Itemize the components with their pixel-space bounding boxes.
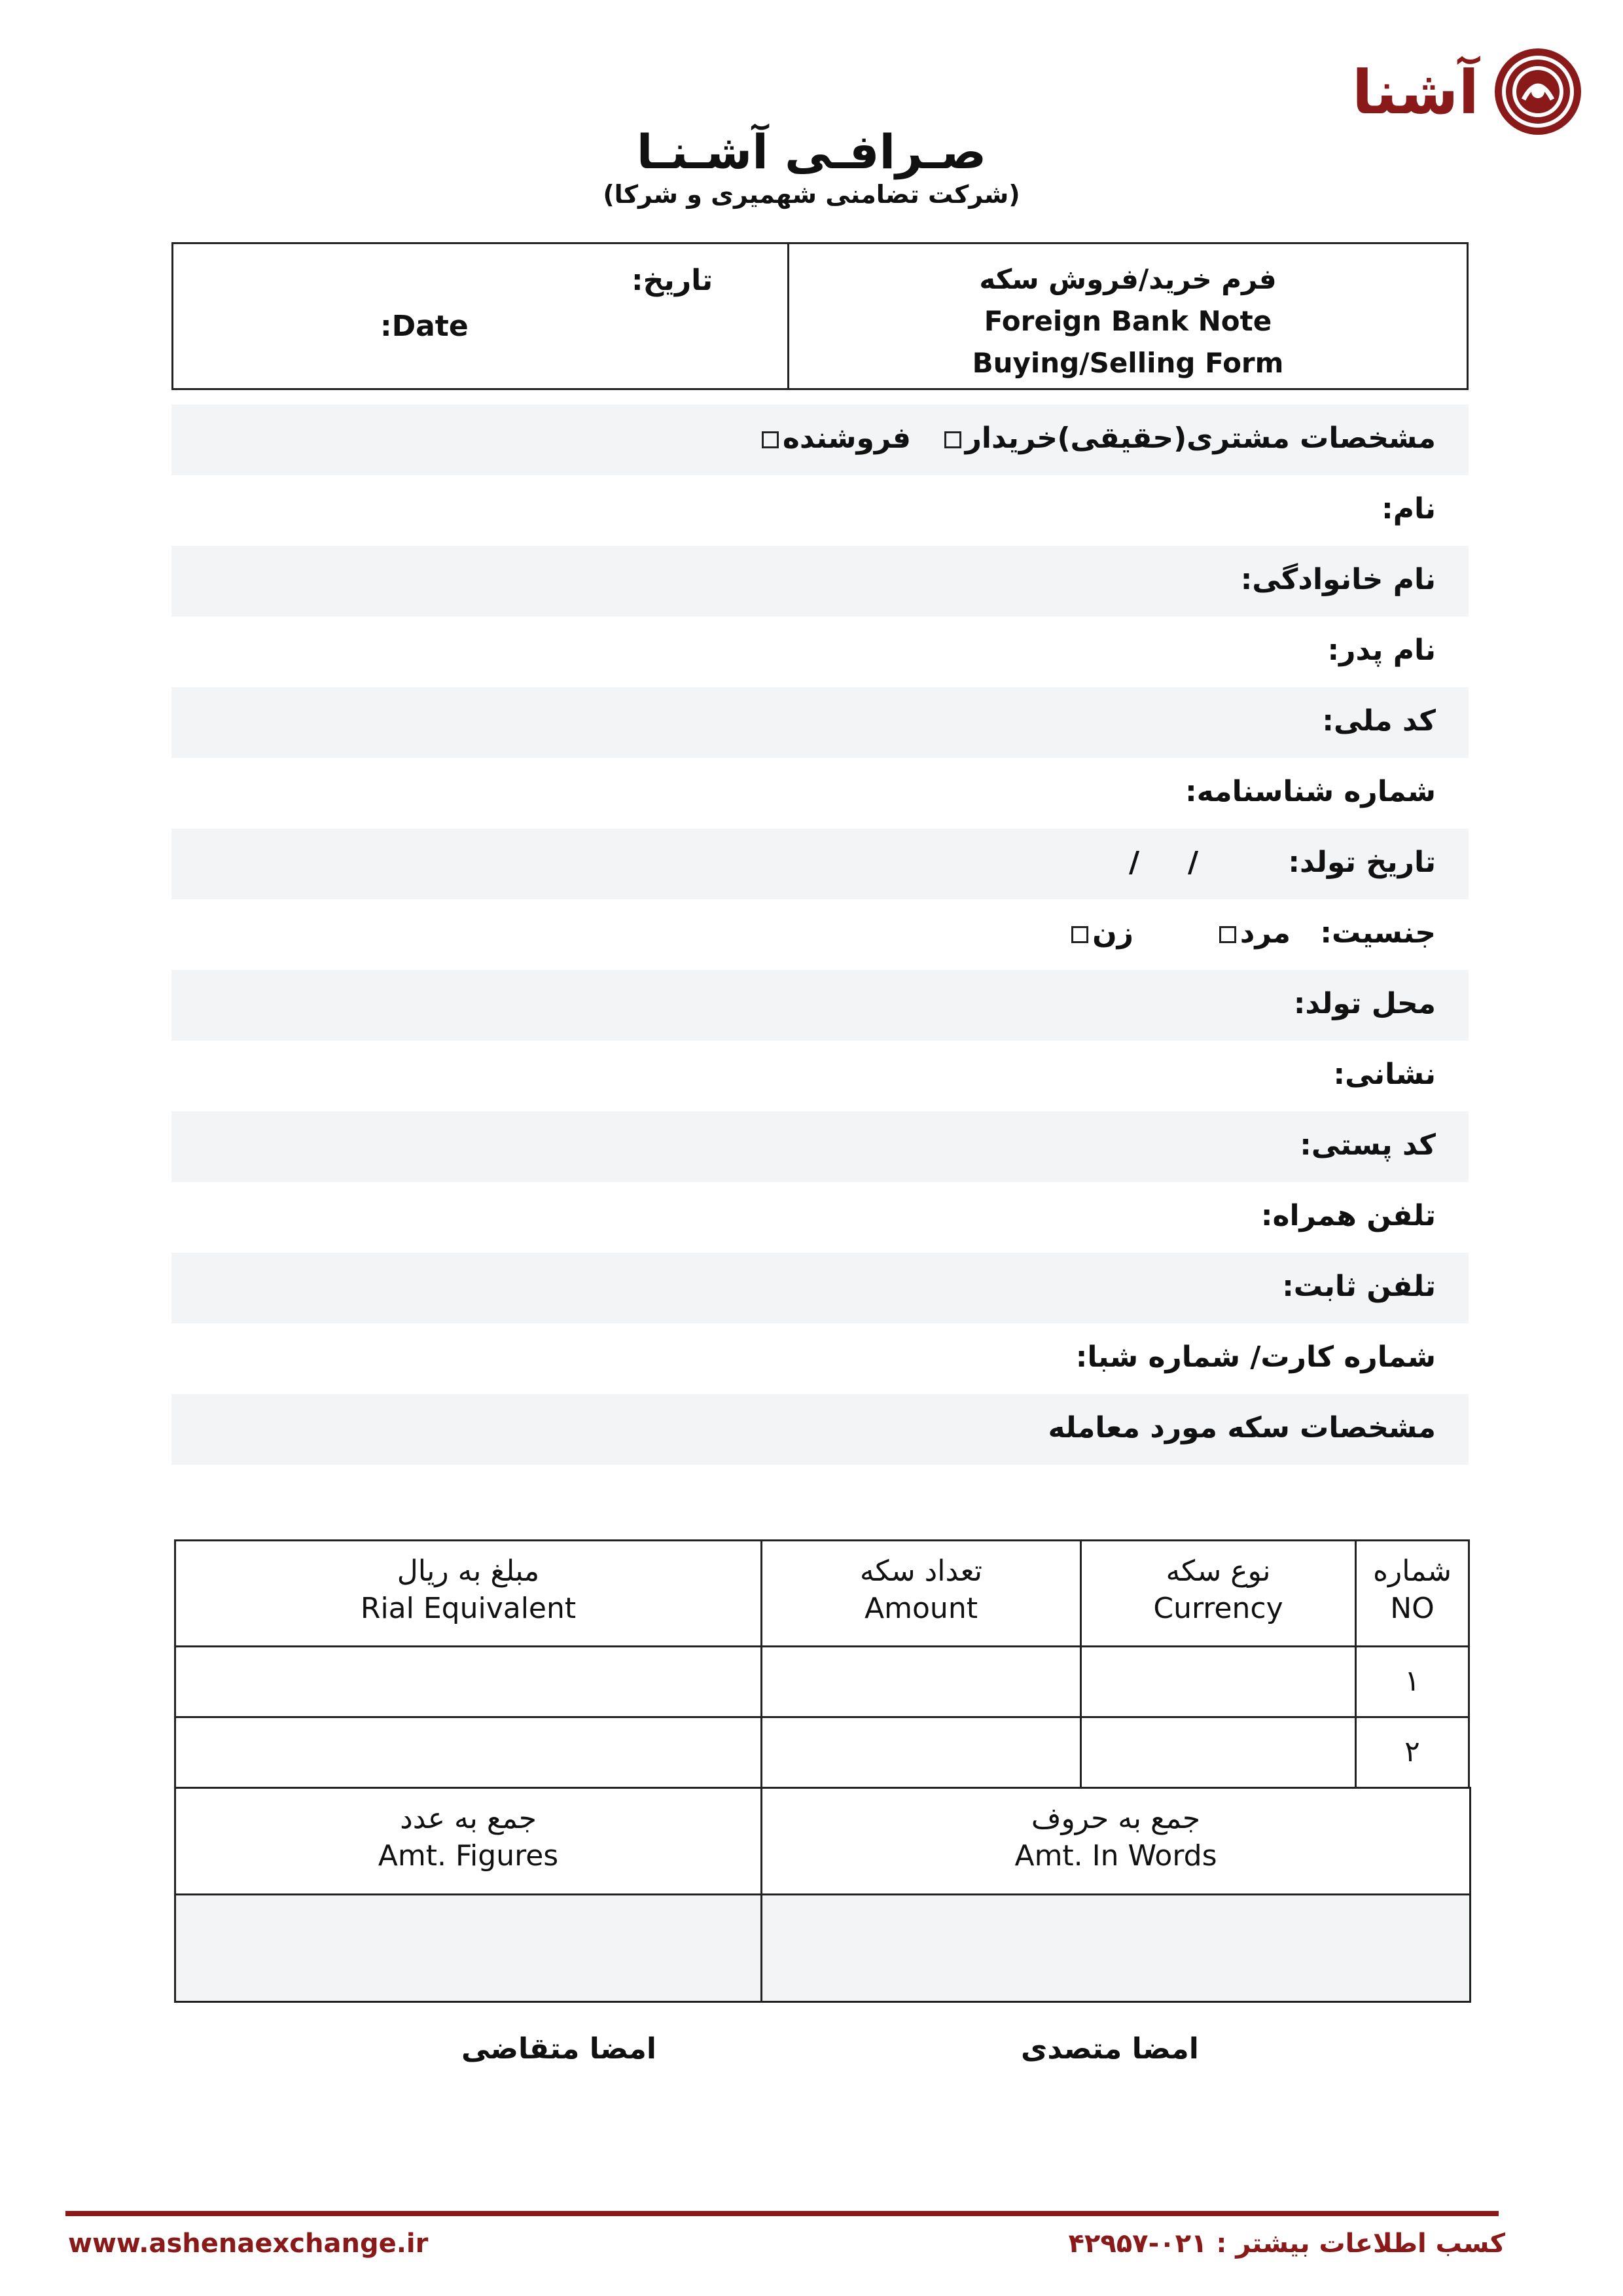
father-label: نام پدر:	[1327, 634, 1436, 667]
form-header-box	[171, 242, 1469, 390]
col-no-fa: شماره	[1372, 1554, 1452, 1588]
logo-wordmark: آشنا	[1351, 58, 1479, 128]
birth-place-row[interactable]	[171, 970, 1469, 1041]
footer-contact-info: کسب اطلاعات بیشتر : ۰۲۱-۴۲۹۵۷	[1068, 2229, 1505, 2259]
card-row[interactable]	[171, 1323, 1469, 1394]
table-row-2-amount[interactable]	[760, 1716, 1082, 1789]
address-label: نشانی:	[1333, 1058, 1436, 1091]
father-row[interactable]	[171, 617, 1469, 687]
officer-signature-label: امضا متصدی	[1021, 2032, 1199, 2066]
table-row-2-currency[interactable]	[1080, 1716, 1357, 1789]
col-header-rial	[174, 1539, 762, 1647]
form-title-block	[789, 244, 1467, 388]
lion-emblem-icon	[1492, 46, 1584, 137]
table-row-2-rial[interactable]	[174, 1716, 762, 1789]
table-row-2-no	[1355, 1716, 1470, 1789]
mobile-row[interactable]	[171, 1182, 1469, 1253]
total-words-en: Amt. In Words	[1014, 1839, 1217, 1873]
male-label: مرد	[1240, 916, 1291, 950]
row-1-number: ۱	[1404, 1664, 1420, 1698]
total-figures-en: Amt. Figures	[378, 1839, 559, 1873]
address-row[interactable]	[171, 1041, 1469, 1111]
total-figures-field[interactable]	[174, 1893, 762, 2003]
footer-website-link[interactable]: www.ashenaexchange.ir	[68, 2229, 429, 2259]
mobile-label: تلفن همراه:	[1260, 1199, 1436, 1232]
coin-spec-label: مشخصات سکه مورد معامله	[1048, 1411, 1436, 1444]
col-no-en: NO	[1390, 1592, 1435, 1625]
national-code-row[interactable]	[171, 687, 1469, 758]
total-words-fa: جمع به حروف	[1031, 1802, 1201, 1835]
col-header-currency	[1080, 1539, 1357, 1647]
total-words-field[interactable]	[760, 1893, 1471, 2003]
female-label: زن	[1092, 916, 1133, 950]
seller-label: فروشنده	[782, 422, 911, 455]
name-row[interactable]	[171, 475, 1469, 546]
date-label-en: :Date	[380, 310, 469, 343]
buyer-label: خریدار	[965, 422, 1058, 455]
page-title: صـرافـی آشـنـا	[636, 124, 987, 179]
name-label: نام:	[1382, 492, 1436, 526]
col-header-amount	[760, 1539, 1082, 1647]
col-amount-en: Amount	[865, 1592, 978, 1625]
customer-section-label: مشخصات مشتری(حقیقی)	[1057, 422, 1436, 455]
family-row[interactable]	[171, 546, 1469, 617]
col-header-no	[1355, 1539, 1470, 1647]
table-row-1-amount[interactable]	[760, 1645, 1082, 1718]
phone-row[interactable]	[171, 1253, 1469, 1323]
buyer-option[interactable]	[940, 422, 1058, 455]
total-figures-fa: جمع به عدد	[400, 1802, 537, 1835]
col-amount-fa: تعداد سکه	[859, 1554, 983, 1588]
date-separator: /	[1129, 846, 1140, 879]
phone-label: تلفن ثابت:	[1282, 1270, 1436, 1303]
male-checkbox[interactable]	[1219, 926, 1236, 943]
gender-row	[171, 899, 1469, 970]
card-label: شماره کارت/ شماره شبا:	[1075, 1340, 1436, 1374]
female-checkbox[interactable]	[1071, 926, 1088, 943]
national-code-label: کد ملی:	[1322, 704, 1436, 738]
customer-type-row	[171, 404, 1469, 475]
date-separator: /	[1188, 846, 1199, 879]
total-words-header	[760, 1787, 1471, 1895]
col-currency-fa: نوع سکه	[1166, 1554, 1271, 1588]
seller-checkbox[interactable]	[762, 431, 779, 448]
table-row-1-no	[1355, 1645, 1470, 1718]
table-row-1-rial[interactable]	[174, 1645, 762, 1718]
col-rial-fa: مبلغ به ریال	[397, 1554, 540, 1588]
form-title-fa: فرم خرید/فروش سکه	[979, 263, 1277, 295]
row-2-number: ۲	[1404, 1735, 1420, 1768]
brand-logo	[1348, 46, 1584, 137]
page-subtitle: (شرکت تضامنی شهمیری و شرکا)	[603, 180, 1020, 209]
male-option[interactable]	[1215, 916, 1291, 950]
col-currency-en: Currency	[1153, 1592, 1283, 1625]
form-title-en-line2: Buying/Selling Form	[972, 347, 1284, 379]
seller-option[interactable]	[758, 422, 911, 455]
id-number-label: شماره شناسنامه:	[1185, 775, 1436, 808]
date-label-fa: تاریخ:	[632, 264, 713, 297]
form-title-en-line1: Foreign Bank Note	[984, 305, 1272, 337]
female-option[interactable]	[1067, 916, 1133, 950]
table-row-1-currency[interactable]	[1080, 1645, 1357, 1718]
postal-code-row[interactable]	[171, 1111, 1469, 1182]
total-figures-header	[174, 1787, 762, 1895]
col-rial-en: Rial Equivalent	[360, 1592, 577, 1625]
applicant-signature-label: امضا متقاضی	[461, 2032, 656, 2066]
gender-label: جنسیت:	[1320, 916, 1436, 950]
family-label: نام خانوادگی:	[1240, 563, 1436, 596]
postal-code-label: کد پستی:	[1300, 1128, 1436, 1162]
footer-divider	[65, 2211, 1499, 2216]
birth-date-label: تاریخ تولد:	[1288, 846, 1436, 879]
birth-date-row[interactable]	[171, 829, 1469, 899]
coin-spec-row	[171, 1394, 1469, 1465]
birth-place-label: محل تولد:	[1293, 987, 1436, 1020]
id-number-row[interactable]	[171, 758, 1469, 829]
buyer-checkbox[interactable]	[944, 431, 961, 448]
